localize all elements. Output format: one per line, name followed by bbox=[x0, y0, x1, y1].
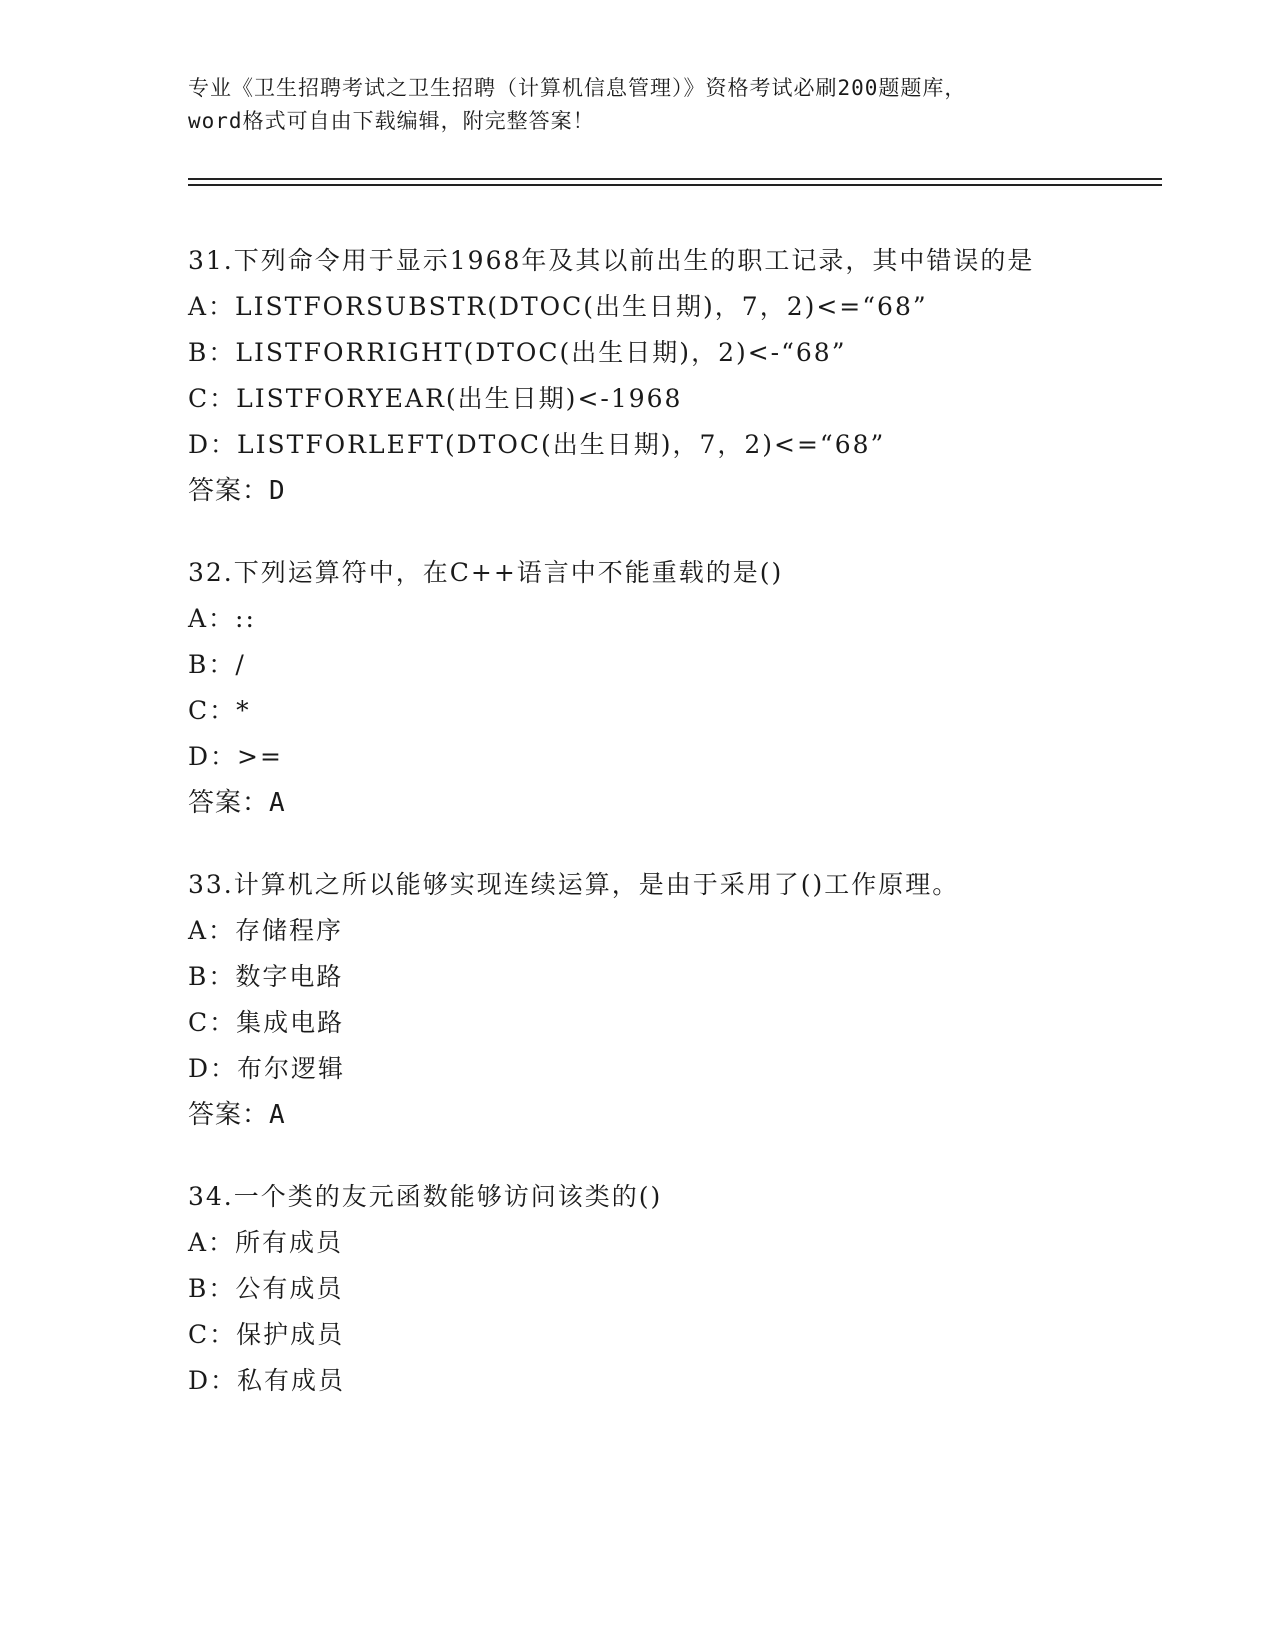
option-d: D：>= bbox=[188, 742, 283, 771]
option-c: C：* bbox=[188, 696, 251, 725]
header-title-line-1: 专业《卫生招聘考试之卫生招聘（计算机信息管理）》资格考试必刷200题题库， bbox=[188, 76, 967, 100]
option-b: B：公有成员 bbox=[188, 1274, 344, 1303]
option-a: A：:: bbox=[188, 604, 256, 633]
option-a: A：LISTFORSUBSTR(DTOC(出生日期)，7，2)<=“68” bbox=[188, 292, 928, 321]
question-stem: 34.一个类的友元函数能够访问该类的() bbox=[188, 1182, 663, 1211]
question-31 bbox=[188, 238, 1108, 514]
option-b: B：LISTFORRIGHT(DTOC(出生日期)，2)<-“68” bbox=[188, 338, 847, 367]
option-b: B：/ bbox=[188, 650, 246, 679]
question-list bbox=[188, 238, 1108, 1440]
option-a: A：所有成员 bbox=[188, 1228, 344, 1257]
option-c: C：LISTFORYEAR(出生日期)<-1968 bbox=[188, 384, 683, 413]
option-d: D：私有成员 bbox=[188, 1366, 346, 1395]
option-c: C：保护成员 bbox=[188, 1320, 345, 1349]
option-d: D：LISTFORLEFT(DTOC(出生日期)，7，2)<=“68” bbox=[188, 430, 886, 459]
document-header bbox=[188, 72, 1088, 138]
option-b: B：数字电路 bbox=[188, 962, 344, 991]
question-34 bbox=[188, 1174, 1108, 1404]
answer-line: 答案：A bbox=[188, 1100, 286, 1130]
header-divider-bottom bbox=[188, 184, 1162, 186]
question-stem: 33.计算机之所以能够实现连续运算，是由于采用了()工作原理。 bbox=[188, 870, 960, 899]
option-c: C：集成电路 bbox=[188, 1008, 345, 1037]
header-divider-top bbox=[188, 178, 1162, 180]
header-title-line-2: word格式可自由下载编辑，附完整答案！ bbox=[188, 109, 595, 133]
option-a: A：存储程序 bbox=[188, 916, 344, 945]
option-d: D：布尔逻辑 bbox=[188, 1054, 346, 1083]
question-stem: 32.下列运算符中，在C++语言中不能重载的是() bbox=[188, 558, 784, 587]
question-33 bbox=[188, 862, 1108, 1138]
answer-line: 答案：D bbox=[188, 476, 286, 506]
question-32 bbox=[188, 550, 1108, 826]
question-stem: 31.下列命令用于显示1968年及其以前出生的职工记录，其中错误的是 bbox=[188, 246, 1035, 275]
answer-line: 答案：A bbox=[188, 788, 286, 818]
